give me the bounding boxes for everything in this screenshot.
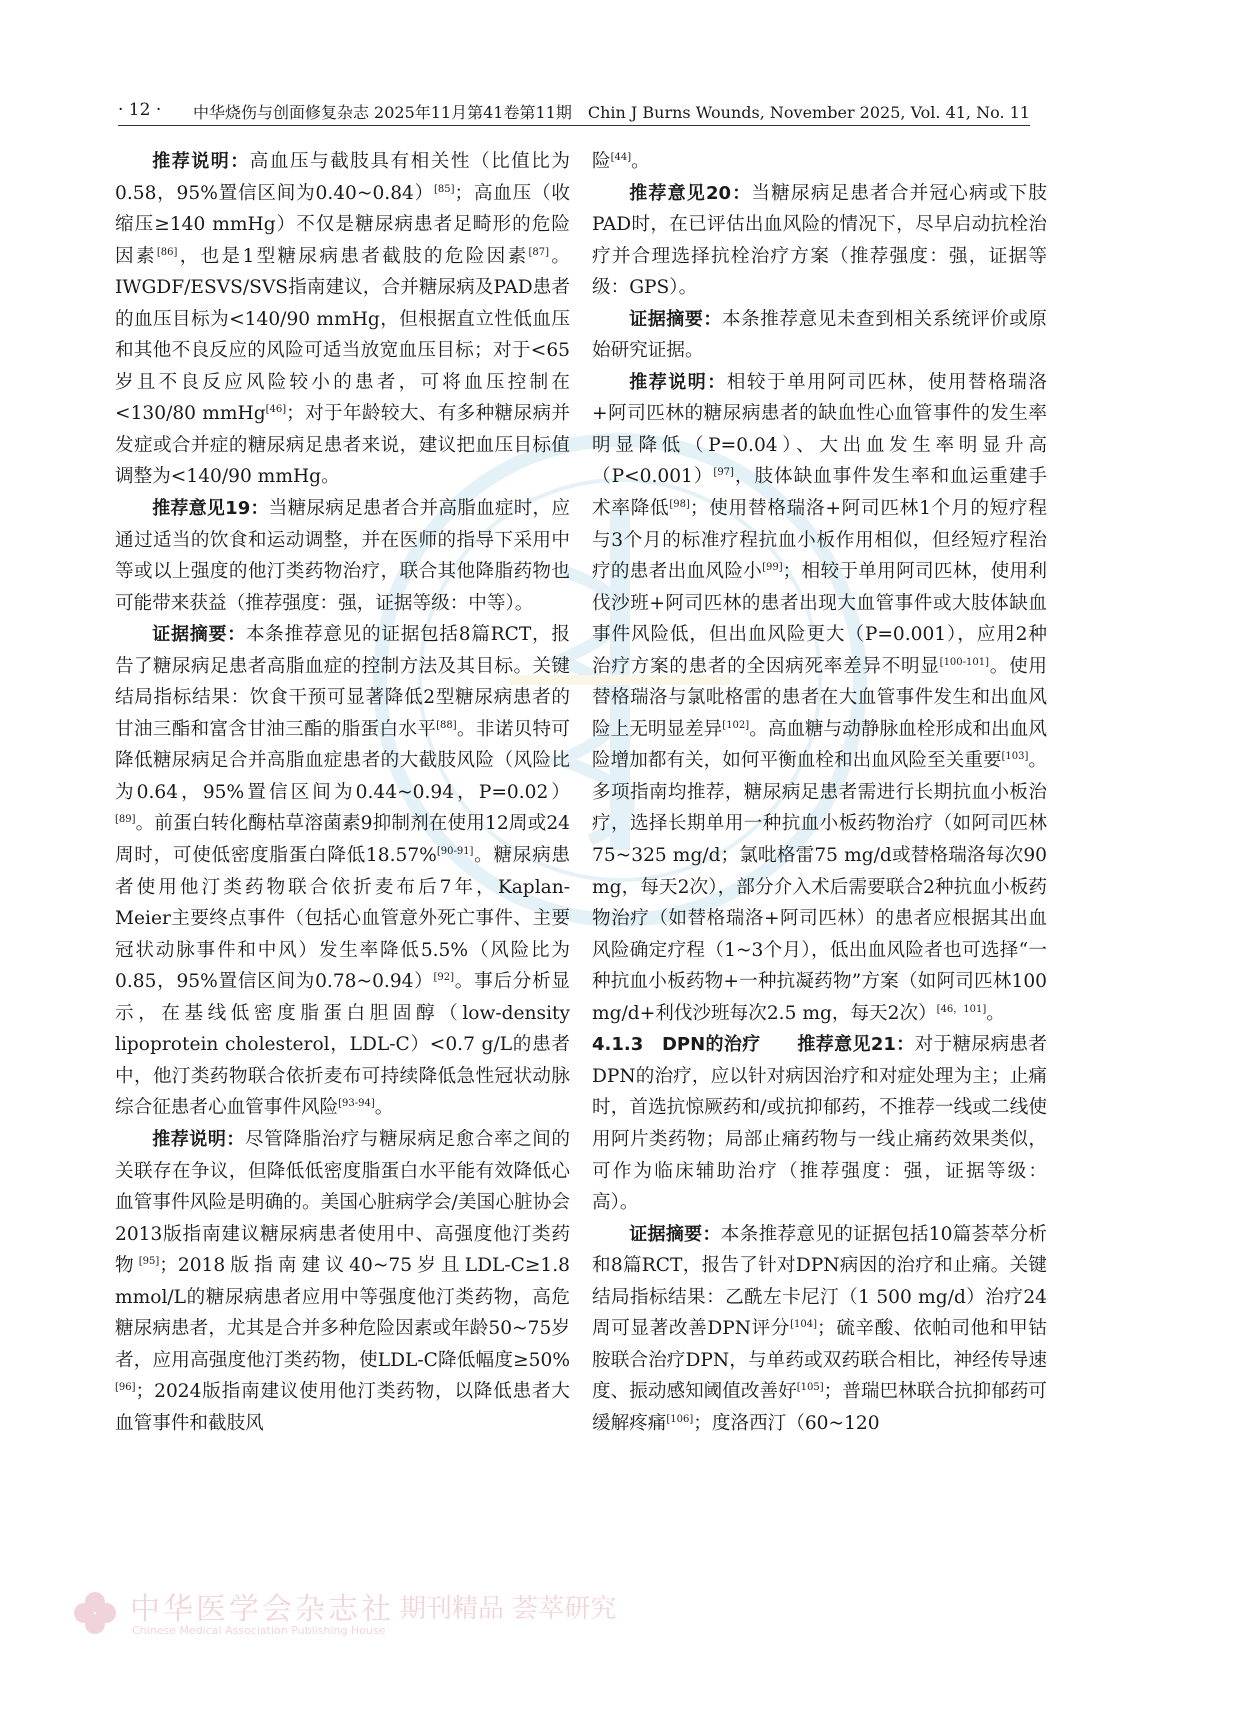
citation-ref: [44]	[610, 152, 632, 163]
citation-ref: [95]	[138, 1256, 160, 1268]
running-header	[118, 98, 1030, 126]
citation-ref: [103]	[1001, 751, 1029, 763]
paragraph-text: 尽管降脂治疗与糖尿病足愈合率之间的关联存在争议，但降低低密度脂蛋白水平能有效降低心血管事件风险是明确的。美国心脏病学会/美国心脏协会2013版指南建议糖尿病患者使用中、高强度他汀类药物	[115, 1128, 570, 1277]
paragraph	[592, 178, 1047, 304]
paragraph-text: 对于糖尿病患者DPN的治疗，应以针对病因治疗和对症处理为主；止痛时，首选抗惊厥药和/或抗抑郁药，不推荐一线或二线使用阿片类药物；局部止痛药物与一线止痛药效果类似，可作为临床辅助治疗（推荐强度：强，证据等级：高）。	[592, 1034, 1047, 1214]
paragraph-label: 推荐意见20：	[629, 182, 752, 204]
paragraph-text: 当糖尿病足患者合并冠心病或下肢PAD时，在已评估出血风险的情况下，尽早启动抗栓治疗并合理选择抗栓治疗方案（推荐强度：强，证据等级：GPS）。	[592, 182, 1047, 299]
paragraph-text: 。糖尿病患者使用他汀类药物联合依折麦布后7年，Kaplan-Meier主要终点事件（包括心血管意外死亡事件、主要冠状动脉事件和中风）发生率降低5.5%（风险比为0.85，95%置信区间为0.78~0.94）	[115, 845, 570, 993]
paragraph	[115, 1124, 570, 1439]
paragraph-text: 本条推荐意见的证据包括8篇RCT，报告了糖尿病足患者高脂血症的控制方法及其目标。关键结局指标结果：饮食干预可显著降低2型糖尿病患者的甘油三酯和富含甘油三酯的脂蛋白水平	[115, 624, 570, 740]
publisher-logo	[70, 1580, 617, 1650]
paragraph-text: ；2024版指南建议使用他汀类药物，以降低患者大血管事件和截肢风	[115, 1381, 570, 1434]
paragraph	[592, 146, 1047, 178]
paragraph-text: ；硫辛酸、依帕司他和甲钴胺联合治疗DPN，与单药或双药联合相比，神经传导速度、振动感知阈值改善好	[592, 1318, 1047, 1403]
citation-ref: [99]	[762, 562, 783, 574]
paragraph-label: 证据摘要：	[629, 1223, 721, 1245]
left-column	[115, 146, 570, 1439]
citation-ref: [92]	[433, 972, 455, 984]
paragraph-text: 。多项指南均推荐，糖尿病足患者需进行长期抗血小板治疗，选择长期单用一种抗血小板药物治疗（如阿司匹林75~325 mg/d；氯吡格雷75 mg/d或替格瑞洛每次90 mg，每天2次），部分介入术后需要联合2种抗血小板药物治疗（如替格瑞洛+阿司匹林）的患者应根据其出血风险确定疗程（1~3个月），低出血风险者也可选择“一种抗血小板药物+一种抗凝药物”方案（如阿司匹林100 mg/d+利伐沙班每次2.5 mg，每天2次）	[592, 750, 1047, 1024]
paragraph-text: ；高血压（收缩压≥140 mmHg）不仅是糖尿病患者足畸形的危险因素	[115, 182, 570, 267]
citation-ref: [102]	[722, 719, 750, 731]
paragraph-text: 高血压与截肢具有相关性（比值比为0.58，95%置信区间为0.40~0.84）	[115, 151, 570, 204]
paragraph-text: ；普瑞巴林联合抗抑郁药可缓解疼痛	[592, 1381, 1047, 1434]
paragraph-text: ；相较于单用阿司匹林，使用利伐沙班+阿司匹林的患者出现大血管事件或大肢体缺血事件风险低，但出血风险更大（P=0.001），应用2种治疗方案的患者的全因病死率差异不明显	[592, 561, 1047, 677]
paragraph-label: 证据摘要：	[629, 308, 722, 330]
paragraph-text: ，肢体缺血事件发生率和血运重建手术率降低	[592, 466, 1047, 520]
paragraph-text: 险	[592, 151, 611, 172]
citation-ref: [86]	[156, 246, 178, 258]
paragraph-text: 本条推荐意见的证据包括10篇荟萃分析和8篇RCT，报告了针对DPN病因的治疗和止痛。关键结局指标结果：乙酰左卡尼汀（1 500 mg/d）治疗24周可显著改善DPN评分	[592, 1223, 1048, 1340]
paragraph-text: 当糖尿病足患者合并高脂血症时，应通过适当的饮食和运动调整，并在医师的指导下采用中等或以上强度的他汀类药物治疗，联合其他降脂药物也可能带来获益（推荐强度：强，证据等级：中等）。	[115, 498, 570, 614]
paragraph	[592, 304, 1047, 367]
paragraph-text: ；2018版指南建议40~75岁且LDL-C≥1.8 mmol/L的糖尿病患者应用中等强度他汀类药物，高危糖尿病患者，尤其是合并多种危险因素或年龄50~75岁者，应用高强度他汀类药物，使LDL-C降低幅度≥50%	[115, 1255, 570, 1371]
paragraph-label: 推荐意见19：	[152, 498, 269, 520]
paragraph-text: ，也是1型糖尿病患者截肢的危险因素	[177, 245, 529, 267]
paragraph-text: 。使用替格瑞洛与氯吡格雷的患者在大血管事件发生和出血风险上无明显差异	[592, 655, 1047, 740]
paragraph-text: 。事后分析显示，在基线低密度脂蛋白胆固醇（low-density lipoprotein cholesterol，LDL-C）<0.7 g/L的患者中，他汀类药物联合依折麦布可持续降低急性冠状动脉综合征患者心血管事件风险	[115, 971, 570, 1119]
paragraph-label: 推荐说明：	[629, 371, 727, 393]
paragraph-text: 本条推荐意见未查到相关系统评价或原始研究证据。	[592, 308, 1047, 362]
citation-ref: [46]	[265, 404, 287, 416]
citation-ref: [105]	[796, 1382, 824, 1394]
right-column	[592, 146, 1047, 1439]
paragraph-text: 。高血糖与动静脉血栓形成和出血风险增加都有关，如何平衡血栓和出血风险至关重要	[592, 718, 1047, 772]
paragraph-text: ；度洛西汀（60~120	[693, 1412, 880, 1434]
paragraph-label: 推荐说明：	[152, 151, 250, 172]
header-rule	[118, 125, 1030, 126]
journal-citation: 中华烧伤与创面修复杂志 2025年11月第41卷第11期 Chin J Burns Wounds, November 2025, Vol. 41, No. 11	[192, 103, 1030, 122]
publisher-name: 中华医学会杂志社	[130, 1592, 394, 1627]
paragraph	[592, 1219, 1047, 1440]
citation-ref: [88]	[436, 719, 457, 731]
paragraph-text: 。前蛋白转化酶枯草溶菌素9抑制剂在使用12周或24周时，可使低密度脂蛋白降低18.57%	[115, 813, 570, 867]
citation-ref: [98]	[669, 499, 690, 511]
citation-ref: [85]	[434, 183, 455, 195]
paragraph-text: 。	[631, 151, 650, 172]
citation-ref: [97]	[713, 467, 734, 479]
citation-ref: [90-91]	[436, 846, 474, 858]
paragraph	[592, 1029, 1047, 1218]
paragraph	[115, 146, 570, 493]
paragraph	[115, 619, 570, 1124]
paragraph-text: 。	[374, 1097, 394, 1119]
paragraph-label: 证据摘要：	[152, 624, 246, 646]
citation-ref: [104]	[790, 1319, 817, 1331]
section-heading: 4.1.3 DPN的治疗	[592, 1034, 798, 1056]
page-number: · 12 ·	[118, 100, 162, 120]
citation-ref: [96]	[115, 1382, 136, 1394]
paragraph-text: ；使用替格瑞洛+阿司匹林1个月的短疗程与3个月的标准疗程抗血小板作用相似，但经短疗程治疗的患者出血风险小	[592, 498, 1047, 583]
citation-ref: [100-101]	[939, 656, 990, 668]
citation-ref: [93-94]	[338, 1098, 375, 1110]
paragraph	[592, 367, 1047, 1029]
paragraph-label: 推荐说明：	[152, 1128, 245, 1150]
citation-ref: [89]	[115, 814, 136, 826]
citation-ref: [46，101]	[936, 1003, 987, 1015]
paragraph-text: 。IWGDF/ESVS/SVS指南建议，合并糖尿病及PAD患者的血压目标为<140/90 mmHg，但根据直立性低血压和其他不良反应的风险可适当放宽血压目标；对于<65岁且不良反应风险较小的患者，可将血压控制在<130/80 mmHg	[115, 245, 570, 425]
paragraph-text: 相较于单用阿司匹林，使用替格瑞洛+阿司匹林的糖尿病患者的缺血性心血管事件的发生率明显降低（P=0.04）、大出血发生率明显升高（P<0.001）	[592, 371, 1047, 488]
citation-ref: [106]	[666, 1413, 694, 1425]
paragraph	[115, 493, 570, 619]
paragraph-text: 。	[986, 1002, 1005, 1024]
paragraph-label: 推荐意见21：	[797, 1034, 915, 1056]
paragraph-text: ；对于年龄较大、有多种糖尿病并发症或合并症的糖尿病足患者来说，建议把血压目标值调整为<140/90 mmHg。	[115, 403, 570, 488]
publisher-name-en: Chinese Medical Association Publishing House	[132, 1624, 386, 1637]
citation-ref: [87]	[528, 246, 550, 258]
flower-logo-icon	[70, 1588, 120, 1638]
paragraph-text: 。非诺贝特可降低糖尿病足合并高脂血症患者的大截肢风险（风险比为0.64，95%置信区间为0.44~0.94，P=0.02）	[115, 718, 570, 803]
publisher-slogan: 期刊精品 荟萃研究	[400, 1594, 617, 1624]
